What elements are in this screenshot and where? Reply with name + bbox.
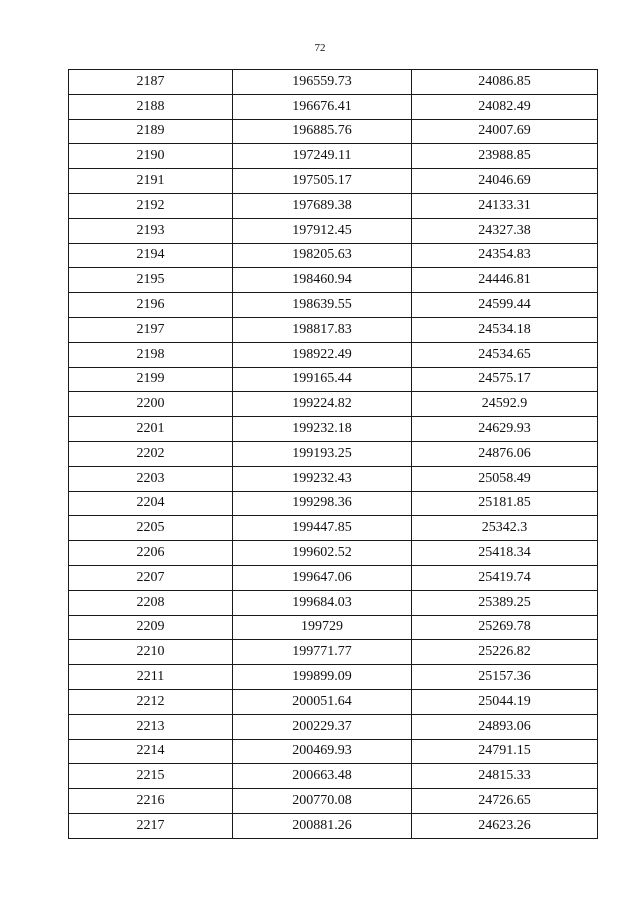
x-coordinate-cell: 198639.55 — [233, 293, 412, 318]
x-coordinate-cell: 199729 — [233, 615, 412, 640]
y-coordinate-cell: 25181.85 — [412, 491, 598, 516]
y-coordinate-cell: 24726.65 — [412, 789, 598, 814]
point-id-cell: 2190 — [69, 144, 233, 169]
table-row — [69, 218, 598, 243]
table-row — [69, 789, 598, 814]
y-coordinate-cell: 25269.78 — [412, 615, 598, 640]
table-row — [69, 243, 598, 268]
table-row — [69, 367, 598, 392]
x-coordinate-cell: 199232.43 — [233, 466, 412, 491]
table-row — [69, 590, 598, 615]
point-id-cell: 2203 — [69, 466, 233, 491]
table-row — [69, 342, 598, 367]
coordinate-table — [68, 69, 598, 839]
y-coordinate-cell: 25226.82 — [412, 640, 598, 665]
point-id-cell: 2213 — [69, 714, 233, 739]
point-id-cell: 2187 — [69, 70, 233, 95]
point-id-cell: 2192 — [69, 193, 233, 218]
point-id-cell: 2194 — [69, 243, 233, 268]
point-id-cell: 2191 — [69, 169, 233, 194]
point-id-cell: 2208 — [69, 590, 233, 615]
table-row — [69, 491, 598, 516]
x-coordinate-cell: 197912.45 — [233, 218, 412, 243]
y-coordinate-cell: 25342.3 — [412, 516, 598, 541]
x-coordinate-cell: 199647.06 — [233, 565, 412, 590]
y-coordinate-cell: 25157.36 — [412, 665, 598, 690]
table-row — [69, 615, 598, 640]
point-id-cell: 2215 — [69, 764, 233, 789]
point-id-cell: 2188 — [69, 94, 233, 119]
x-coordinate-cell: 198817.83 — [233, 317, 412, 342]
x-coordinate-cell: 199298.36 — [233, 491, 412, 516]
table-row — [69, 640, 598, 665]
table-row — [69, 119, 598, 144]
table-row — [69, 813, 598, 838]
table-row — [69, 714, 598, 739]
point-id-cell: 2205 — [69, 516, 233, 541]
x-coordinate-cell: 199165.44 — [233, 367, 412, 392]
y-coordinate-cell: 24007.69 — [412, 119, 598, 144]
x-coordinate-cell: 197249.11 — [233, 144, 412, 169]
x-coordinate-cell: 198460.94 — [233, 268, 412, 293]
table-row — [69, 268, 598, 293]
x-coordinate-cell: 199232.18 — [233, 417, 412, 442]
point-id-cell: 2200 — [69, 392, 233, 417]
y-coordinate-cell: 25389.25 — [412, 590, 598, 615]
x-coordinate-cell: 198205.63 — [233, 243, 412, 268]
x-coordinate-cell: 196559.73 — [233, 70, 412, 95]
point-id-cell: 2193 — [69, 218, 233, 243]
y-coordinate-cell: 24446.81 — [412, 268, 598, 293]
x-coordinate-cell: 200051.64 — [233, 689, 412, 714]
point-id-cell: 2211 — [69, 665, 233, 690]
y-coordinate-cell: 23988.85 — [412, 144, 598, 169]
table-row — [69, 689, 598, 714]
y-coordinate-cell: 24629.93 — [412, 417, 598, 442]
x-coordinate-cell: 199224.82 — [233, 392, 412, 417]
x-coordinate-cell: 197689.38 — [233, 193, 412, 218]
x-coordinate-cell: 198922.49 — [233, 342, 412, 367]
table-row — [69, 169, 598, 194]
y-coordinate-cell: 24592.9 — [412, 392, 598, 417]
point-id-cell: 2216 — [69, 789, 233, 814]
y-coordinate-cell: 25419.74 — [412, 565, 598, 590]
y-coordinate-cell: 24791.15 — [412, 739, 598, 764]
point-id-cell: 2199 — [69, 367, 233, 392]
table-row — [69, 317, 598, 342]
x-coordinate-cell: 196676.41 — [233, 94, 412, 119]
table-row — [69, 441, 598, 466]
point-id-cell: 2202 — [69, 441, 233, 466]
table-row — [69, 392, 598, 417]
table-row — [69, 565, 598, 590]
page-number: 72 — [314, 42, 326, 54]
x-coordinate-cell: 199447.85 — [233, 516, 412, 541]
coordinate-table-container — [68, 69, 596, 839]
point-id-cell: 2204 — [69, 491, 233, 516]
point-id-cell: 2214 — [69, 739, 233, 764]
y-coordinate-cell: 24046.69 — [412, 169, 598, 194]
x-coordinate-cell: 200229.37 — [233, 714, 412, 739]
x-coordinate-cell: 200469.93 — [233, 739, 412, 764]
point-id-cell: 2198 — [69, 342, 233, 367]
y-coordinate-cell: 25058.49 — [412, 466, 598, 491]
y-coordinate-cell: 24815.33 — [412, 764, 598, 789]
y-coordinate-cell: 25418.34 — [412, 541, 598, 566]
table-row — [69, 70, 598, 95]
x-coordinate-cell: 199899.09 — [233, 665, 412, 690]
table-row — [69, 739, 598, 764]
y-coordinate-cell: 24893.06 — [412, 714, 598, 739]
table-row — [69, 541, 598, 566]
point-id-cell: 2212 — [69, 689, 233, 714]
table-row — [69, 665, 598, 690]
x-coordinate-cell: 199684.03 — [233, 590, 412, 615]
x-coordinate-cell: 199602.52 — [233, 541, 412, 566]
y-coordinate-cell: 24327.38 — [412, 218, 598, 243]
y-coordinate-cell: 24082.49 — [412, 94, 598, 119]
x-coordinate-cell: 196885.76 — [233, 119, 412, 144]
table-row — [69, 94, 598, 119]
point-id-cell: 2207 — [69, 565, 233, 590]
x-coordinate-cell: 200770.08 — [233, 789, 412, 814]
table-row — [69, 764, 598, 789]
table-row — [69, 466, 598, 491]
x-coordinate-cell: 200881.26 — [233, 813, 412, 838]
x-coordinate-cell: 197505.17 — [233, 169, 412, 194]
point-id-cell: 2195 — [69, 268, 233, 293]
point-id-cell: 2189 — [69, 119, 233, 144]
y-coordinate-cell: 24599.44 — [412, 293, 598, 318]
y-coordinate-cell: 24133.31 — [412, 193, 598, 218]
y-coordinate-cell: 24534.18 — [412, 317, 598, 342]
y-coordinate-cell: 24623.26 — [412, 813, 598, 838]
table-row — [69, 293, 598, 318]
x-coordinate-cell: 200663.48 — [233, 764, 412, 789]
point-id-cell: 2197 — [69, 317, 233, 342]
point-id-cell: 2206 — [69, 541, 233, 566]
x-coordinate-cell: 199771.77 — [233, 640, 412, 665]
point-id-cell: 2196 — [69, 293, 233, 318]
y-coordinate-cell: 24534.65 — [412, 342, 598, 367]
y-coordinate-cell: 24575.17 — [412, 367, 598, 392]
table-row — [69, 516, 598, 541]
table-row — [69, 144, 598, 169]
point-id-cell: 2217 — [69, 813, 233, 838]
coordinate-table-body — [69, 70, 598, 839]
x-coordinate-cell: 199193.25 — [233, 441, 412, 466]
table-row — [69, 417, 598, 442]
y-coordinate-cell: 24354.83 — [412, 243, 598, 268]
y-coordinate-cell: 24086.85 — [412, 70, 598, 95]
y-coordinate-cell: 25044.19 — [412, 689, 598, 714]
point-id-cell: 2210 — [69, 640, 233, 665]
table-row — [69, 193, 598, 218]
point-id-cell: 2209 — [69, 615, 233, 640]
point-id-cell: 2201 — [69, 417, 233, 442]
y-coordinate-cell: 24876.06 — [412, 441, 598, 466]
